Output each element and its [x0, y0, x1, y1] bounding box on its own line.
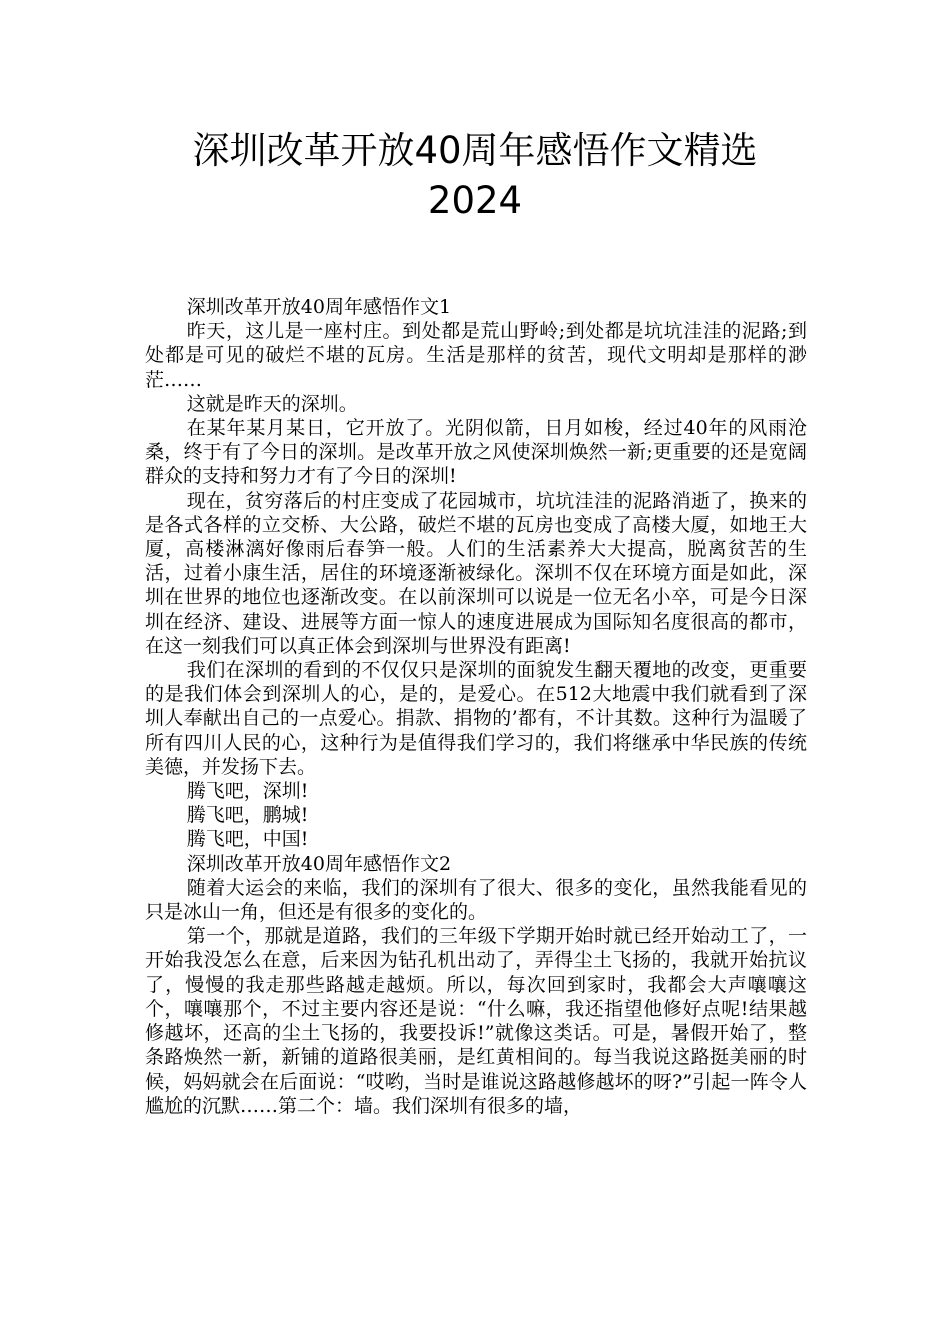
paragraph: 腾飞吧，深圳! — [186, 780, 309, 803]
essay-1-heading: 深圳改革开放40周年感悟作文1 — [186, 296, 452, 318]
title-line-1: 深圳改革开放40周年感悟作文精选 — [192, 129, 758, 172]
paragraph: 随着大运会的来临，我们的深圳有了很大、很多的变化，虽然我能看见的只是冰山一角，但还是有很多的变化的。 — [145, 876, 807, 924]
paragraph: 现在，贫穷落后的村庄变成了花园城市，坑坑洼洼的泥路消逝了，换来的是各式各样的立交桥、大公路，破烂不堪的瓦房也变成了高楼大厦，如地王大厦，高楼淋漓好像雨后春笋一般。人们的生活素养大大提高，脱离贫苦的生活，过着小康生活，居住的环境逐渐被绿化。深圳不仅在环境方面是如此，深圳在世界的地位也逐渐改变。在以前深圳可以说是一位无名小卒，可是今日深圳在经济、建设、进展等方面一惊人的速度进展成为国际知名度很高的都市，在这一刻我们可以真正体会到深圳与世界没有距离! — [145, 489, 807, 657]
document-title — [0, 126, 950, 226]
essay-2-heading: 深圳改革开放40周年感悟作文2 — [186, 852, 452, 875]
title-line-2: 2024 — [427, 179, 523, 222]
paragraph: 我们在深圳的看到的不仅仅只是深圳的面貌发生翻天覆地的改变，更重要的是我们体会到深圳人的心，是的，是爱心。在512大地震中我们就看到了深圳人奉献出自己的一点爱心。捐款、捐物的’都有，不计其数。这种行为温暖了所有四川人民的心，这种行为是值得我们学习的，我们将继承中华民族的传统美德，并发扬下去。 — [145, 659, 807, 778]
paragraph: 在某年某月某日，它开放了。光阴似箭，日月如梭，经过40年的风雨沧桑，终于有了今日的深圳。是改革开放之风使深圳焕然一新;更重要的还是宽阔群众的支持和努力才有了今日的深圳! — [145, 417, 807, 488]
paragraph: 第一个，那就是道路，我们的三年级下学期开始时就已经开始动工了，一开始我没怎么在意，后来因为钻孔机出动了，弄得尘土飞扬的，我就开始抗议了，慢慢的我走那些路越走越烦。所以，每次回到家时，我都会大声嚷嚷这个，嚷嚷那个，不过主要内容还是说：“什么嘛，我还指望他修好点呢!结果越修越坏，还高的尘土飞扬的，我要投诉!”就像这类话。可是，暑假开始了，整条路焕然一新，新铺的道路很美丽，是红黄相间的。每当我说这路挺美丽的时候，妈妈就会在后面说：“哎哟，当时是谁说这路越修越坏的呀?”引起一阵令人尴尬的沉默……第二个：墙。我们深圳有很多的墙， — [145, 925, 807, 1117]
paragraph: 这就是昨天的深圳。 — [186, 392, 358, 415]
paragraph: 昨天，这儿是一座村庄。到处都是荒山野岭;到处都是坑坑洼洼的泥路;到处都是可见的破烂不堪的瓦房。生活是那样的贫苦，现代文明却是那样的渺茫…… — [145, 320, 807, 391]
document-body — [145, 295, 807, 1118]
paragraph: 腾飞吧，鹏城! — [186, 804, 309, 827]
paragraph: 腾飞吧，中国! — [186, 828, 309, 851]
